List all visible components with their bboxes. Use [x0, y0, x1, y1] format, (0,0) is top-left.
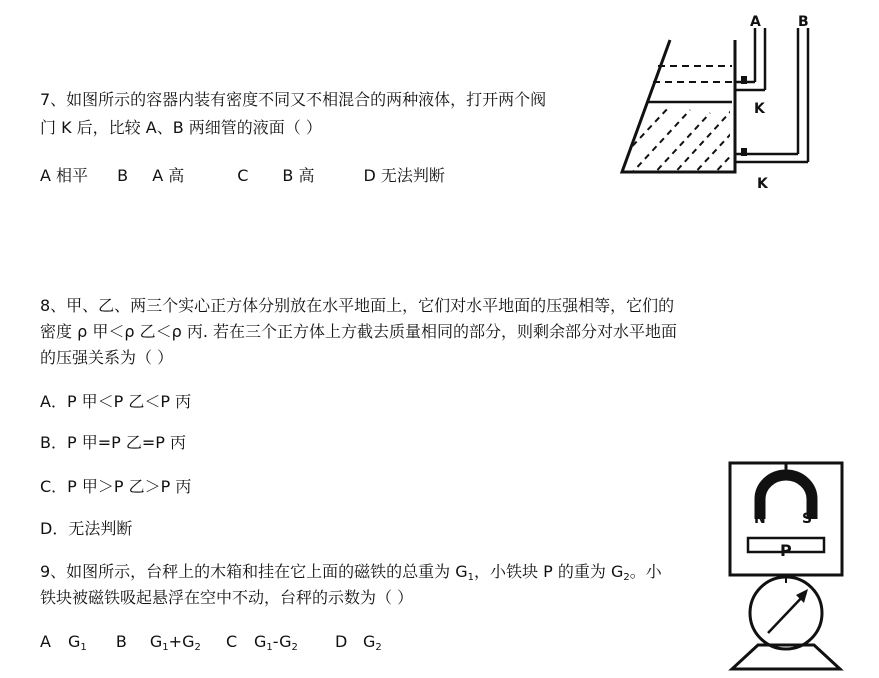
q9-option-b-text1: G [149, 632, 163, 651]
q8-text-line2: 密度 ρ 甲＜ρ 乙＜ρ 丙. 若在三个正方体上方截去质量相同的部分，则剩余部分对水平地面 [40, 322, 677, 341]
q7-label-k-bottom: K [757, 176, 768, 192]
q8-option-a: A．P 甲＜P 乙＜P 丙 [40, 392, 192, 411]
q8-text-line1: 8、甲、乙、两三个实心正方体分别放在水平地面上，它们对水平地面的压强相等，它们的 [40, 296, 675, 315]
q9-options [40, 632, 382, 658]
q9-option-b-sub2: 2 [194, 642, 201, 653]
q9-option-a [68, 632, 87, 658]
q9-option-a-sub: 1 [80, 642, 87, 653]
q9-scale-figure [722, 455, 862, 678]
q9-label-s: S [802, 511, 813, 527]
q7-text-line2: 门 K 后，比较 A、B 两细管的液面（ ） [40, 118, 322, 137]
q9-option-c-text1: G [253, 632, 267, 651]
q7-options [40, 166, 445, 186]
q8-option-c: C．P 甲＞P 乙＞P 丙 [40, 477, 192, 496]
q8-text-line3: 的压强关系为（ ） [40, 348, 174, 367]
q9-option-a-text: G [68, 632, 81, 651]
q9-text-line1 [40, 562, 662, 588]
q7-option-6: D 无法判断 [363, 166, 445, 185]
q7-option-3: A 高 [152, 166, 185, 185]
q9-line1-part3: 。小 [629, 562, 662, 581]
q7-option-5: B 高 [282, 166, 315, 185]
q9-option-c-label: C [225, 632, 238, 651]
q9-option-b [150, 632, 201, 658]
q9-option-c-sub2: 2 [291, 642, 298, 653]
q8-option-d: D．无法判断 [40, 519, 133, 538]
q7-label-a: A [750, 14, 761, 30]
q7-label-b: B [798, 14, 809, 30]
q9-option-a-label: A [40, 632, 51, 651]
q9-line1-part1: 9、如图所示，台秤上的木箱和挂在它上面的磁铁的总重为 G [40, 562, 468, 581]
q9-option-d-text: G [362, 632, 376, 651]
q7-container-figure [610, 10, 820, 195]
q7-option-2: B [117, 166, 129, 185]
q9-line1-part2: ，小铁块 P 的重为 G [474, 562, 624, 581]
q7-option-4: C [237, 166, 249, 185]
q9-option-d-label: D [334, 632, 348, 651]
q9-option-b-sub1: 1 [162, 642, 169, 653]
q9-option-b-label: B [115, 632, 127, 651]
q9-option-d-sub: 2 [375, 642, 382, 653]
q7-option-1: A 相平 [40, 166, 89, 185]
q9-text-line2: 铁块被磁铁吸起悬浮在空中不动，台秤的示数为（ ） [40, 588, 414, 607]
q9-line1-sub2: 2 [623, 572, 630, 583]
q9-line1-sub1: 1 [467, 572, 475, 583]
q9-label-p: P [780, 541, 792, 560]
q9-option-d [363, 632, 382, 658]
q9-option-c-sub1: 1 [266, 642, 273, 653]
q9-option-b-plus: +G [168, 632, 195, 651]
q9-label-n: N [754, 511, 766, 527]
q8-option-b: B．P 甲=P 乙=P 丙 [40, 433, 186, 452]
q9-option-c-minus: -G [272, 632, 292, 651]
q7-text-line1: 7、如图所示的容器内装有密度不同又不相混合的两种液体，打开两个阀 [40, 90, 547, 109]
q7-label-k-top: K [754, 101, 765, 117]
q9-option-c [254, 632, 298, 658]
